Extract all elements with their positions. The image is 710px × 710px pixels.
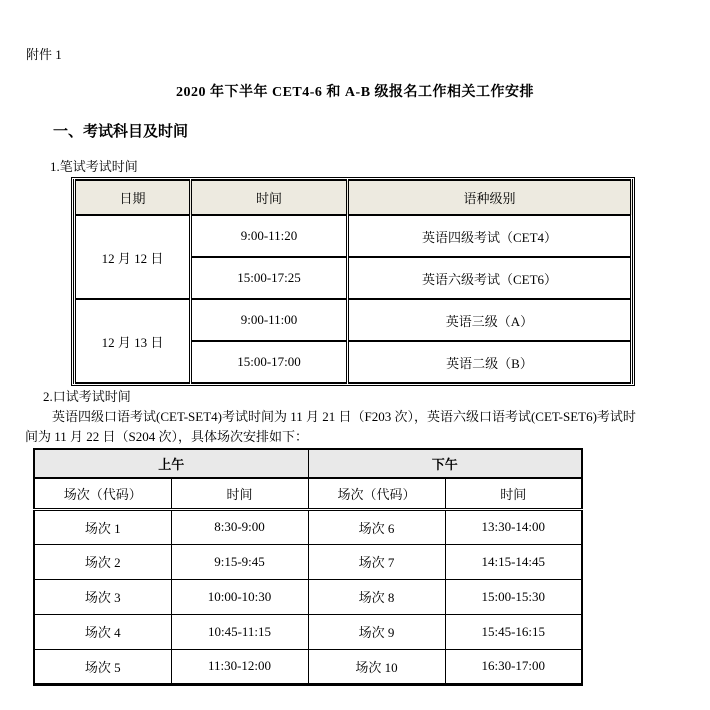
oral-time-cell: 10:00-10:30 bbox=[171, 579, 308, 614]
written-header-time: 时间 bbox=[191, 180, 348, 215]
oral-time-cell: 8:30-9:00 bbox=[171, 509, 308, 544]
oral-table-column-header-row bbox=[34, 478, 582, 509]
oral-time-cell: 15:00-15:30 bbox=[445, 579, 582, 614]
oral-header-morning: 上午 bbox=[34, 449, 308, 478]
table-row bbox=[34, 509, 582, 544]
oral-paragraph-line1: 英语四级口语考试(CET-SET4)考试时间为 11 月 21 日（F203 次），英语六级口语考试(CET-SET6)考试时 bbox=[52, 409, 636, 424]
oral-session-cell: 场次 7 bbox=[308, 544, 445, 579]
oral-session-cell: 场次 5 bbox=[34, 649, 171, 684]
table-row bbox=[75, 299, 632, 341]
oral-session-cell: 场次 1 bbox=[34, 509, 171, 544]
subheading-oral-exam-time: 2.口试考试时间 bbox=[43, 389, 131, 404]
written-exam-cell: 英语六级考试（CET6） bbox=[348, 257, 632, 299]
oral-time-cell: 13:30-14:00 bbox=[445, 509, 582, 544]
written-table-header-row bbox=[75, 180, 632, 215]
oral-session-cell: 场次 4 bbox=[34, 614, 171, 649]
table-row bbox=[34, 544, 582, 579]
table-row bbox=[34, 579, 582, 614]
written-exam-cell: 英语二级（B） bbox=[348, 341, 632, 383]
written-time-cell: 15:00-17:25 bbox=[191, 257, 348, 299]
oral-session-cell: 场次 8 bbox=[308, 579, 445, 614]
written-exam-cell: 英语三级（A） bbox=[348, 299, 632, 341]
oral-time-cell: 16:30-17:00 bbox=[445, 649, 582, 684]
written-header-date: 日期 bbox=[75, 180, 191, 215]
written-date-dec12: 12 月 12 日 bbox=[75, 215, 191, 299]
written-time-cell: 9:00-11:00 bbox=[191, 299, 348, 341]
oral-session-cell: 场次 10 bbox=[308, 649, 445, 684]
oral-header-session-code: 场次（代码） bbox=[308, 478, 445, 509]
oral-session-cell: 场次 6 bbox=[308, 509, 445, 544]
oral-session-cell: 场次 2 bbox=[34, 544, 171, 579]
oral-exam-table bbox=[33, 448, 583, 686]
oral-header-session-code: 场次（代码） bbox=[34, 478, 171, 509]
oral-paragraph-line2: 间为 11 月 22 日（S204 次），具体场次安排如下： bbox=[25, 429, 308, 444]
written-header-level: 语种级别 bbox=[348, 180, 632, 215]
oral-time-cell: 14:15-14:45 bbox=[445, 544, 582, 579]
oral-session-cell: 场次 3 bbox=[34, 579, 171, 614]
written-time-cell: 9:00-11:20 bbox=[191, 215, 348, 257]
page-title: 2020 年下半年 CET4-6 和 A-B 级报名工作相关工作安排 bbox=[175, 85, 535, 100]
oral-table-group-header-row bbox=[34, 449, 582, 478]
oral-time-cell: 15:45-16:15 bbox=[445, 614, 582, 649]
section-heading-exam-subjects: 一、考试科目及时间 bbox=[53, 124, 189, 140]
table-row bbox=[75, 215, 632, 257]
written-time-cell: 15:00-17:00 bbox=[191, 341, 348, 383]
oral-time-cell: 10:45-11:15 bbox=[171, 614, 308, 649]
subheading-written-exam-time: 1.笔试考试时间 bbox=[50, 159, 138, 174]
oral-header-time: 时间 bbox=[445, 478, 582, 509]
written-date-dec13: 12 月 13 日 bbox=[75, 299, 191, 383]
table-row bbox=[34, 649, 582, 684]
oral-session-cell: 场次 9 bbox=[308, 614, 445, 649]
oral-time-cell: 9:15-9:45 bbox=[171, 544, 308, 579]
oral-header-time: 时间 bbox=[171, 478, 308, 509]
written-exam-cell: 英语四级考试（CET4） bbox=[348, 215, 632, 257]
written-exam-table bbox=[71, 177, 635, 386]
attachment-label: 附件 1 bbox=[26, 47, 62, 62]
oral-header-afternoon: 下午 bbox=[308, 449, 582, 478]
table-row bbox=[34, 614, 582, 649]
oral-time-cell: 11:30-12:00 bbox=[171, 649, 308, 684]
